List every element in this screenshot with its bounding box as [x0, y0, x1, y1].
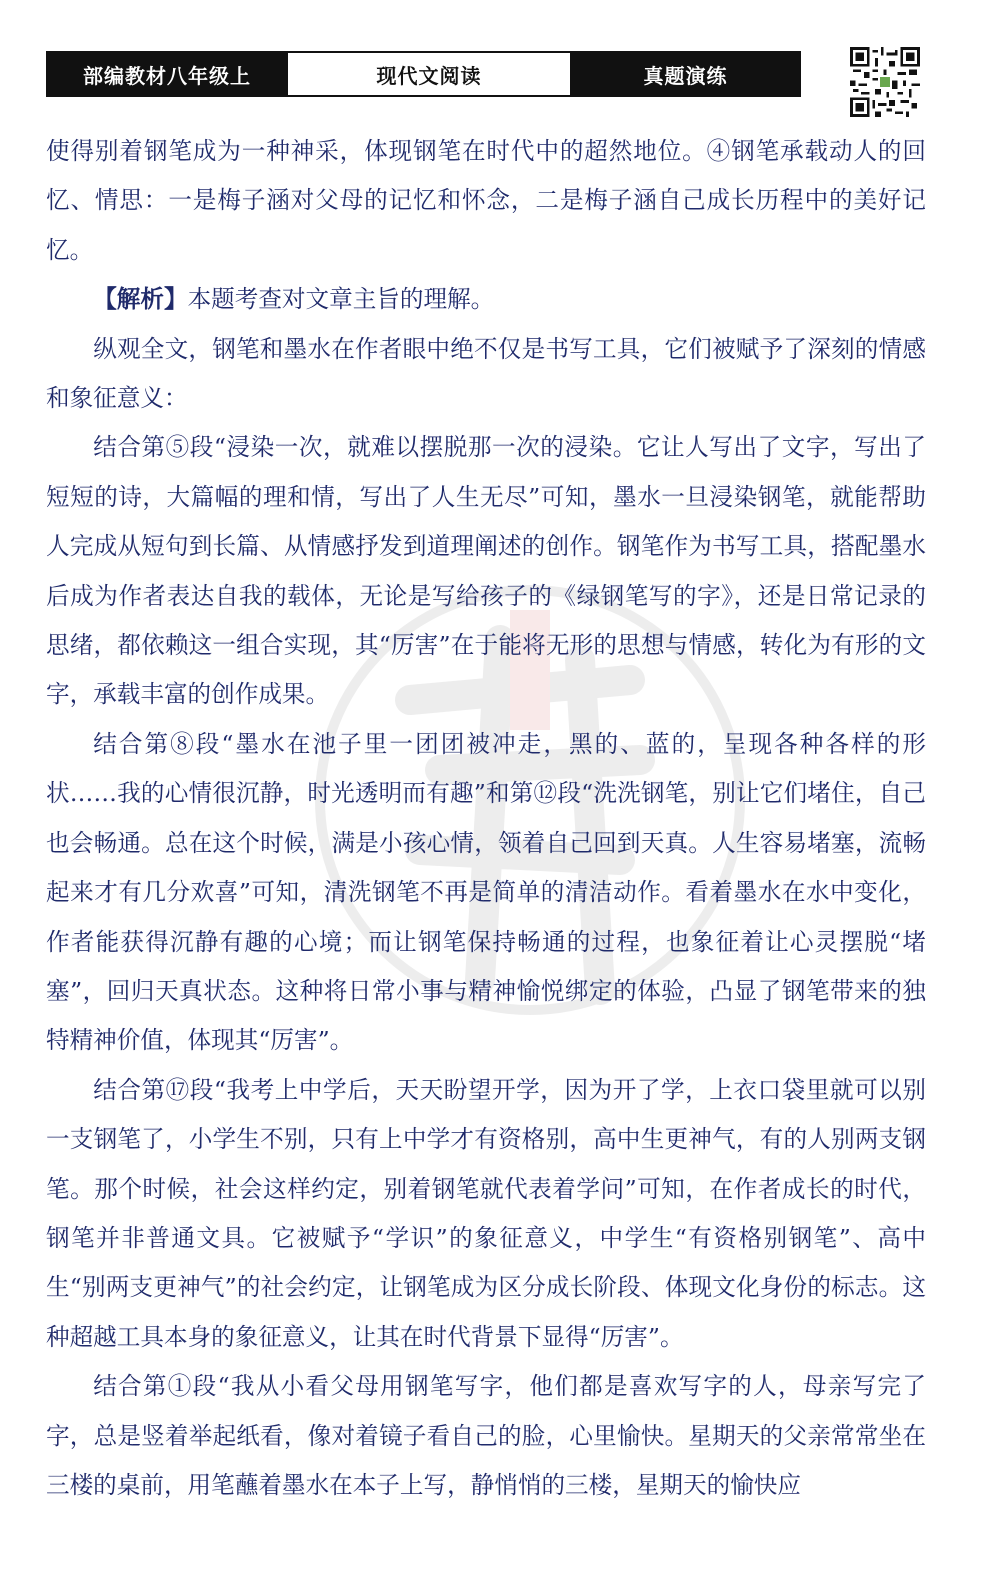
analysis-tag: 【解析】: [93, 285, 188, 314]
header-textbook-label: 部编教材八年级上: [48, 53, 286, 95]
qr-code-icon: [850, 47, 920, 117]
paragraph-text: 使得别着钢笔成为一种神采，体现钢笔在时代中的超然地位。④钢笔承载动人的回忆、情思：一是梅子涵对父母的记忆和怀念，二是梅子涵自己成长历程中的美好记忆。: [46, 137, 926, 264]
header-practice-label: 真题演练: [572, 53, 799, 95]
paragraph: [46, 423, 926, 719]
paragraph-text: 结合第⑤段“浸染一次，就难以摆脱那一次的浸染。它让人写出了文字，写出了短短的诗，大篇幅的理和情，写出了人生无尽”可知，墨水一旦浸染钢笔，就能帮助人完成从短句到长篇、从情感抒发到道理阐述的创作。钢笔作为书写工具，搭配墨水后成为作者表达自我的载体，无论是写给孩子的《绿钢笔写的字》，还是日常记录的思绪，都依赖这一组合实现，其“厉害”在于能将无形的思想与情感，转化为有形的文字，承载丰富的创作成果。: [46, 433, 926, 709]
paragraph: [46, 1362, 926, 1510]
paragraph-text: 结合第⑧段“墨水在池子里一团团被冲走，黑的、蓝的，呈现各种各样的形状……我的心情很沉静，时光透明而有趣”和第⑫段“洗洗钢笔，别让它们堵住，自己也会畅通。总在这个时候，满是小孩心情，领着自己回到天真。人生容易堵塞，流畅起来才有几分欢喜”可知，清洗钢笔不再是简单的清洁动作。看着墨水在水中变化，作者能获得沉静有趣的心境；而让钢笔保持畅通的过程，也象征着让心灵摆脱“堵塞”，回归天真状态。这种将日常小事与精神愉悦绑定的体验，凸显了钢笔带来的独特精神价值，体现其“厉害”。: [46, 729, 926, 1055]
paragraph-text: 结合第①段“我从小看父母用钢笔写字，他们都是喜欢写字的人，母亲写完了字，总是竖着举起纸看，像对着镜子看自己的脸，心里愉快。星期天的父亲常常坐在三楼的桌前，用笔蘸着墨水在本子上写，静悄悄的三楼，星期天的愉快应: [46, 1372, 926, 1499]
article-body: [46, 127, 926, 1510]
paragraph: [46, 1066, 926, 1362]
paragraph-text: 结合第⑰段“我考上中学后，天天盼望开学，因为开了学，上衣口袋里就可以别一支钢笔了，小学生不别，只有上中学才有资格别，高中生更神气，有的人别两支钢笔。那个时候，社会这样约定，别着钢笔就代表着学问”可知，在作者成长的时代，钢笔并非普通文具。它被赋予“学识”的象征意义，中学生“有资格别钢笔”、高中生“别两支更神气”的社会约定，让钢笔成为区分成长阶段、体现文化身份的标志。这种超越工具本身的象征意义，让其在时代背景下显得“厉害”。: [46, 1075, 926, 1351]
paragraph: [46, 127, 926, 275]
paragraph: [46, 325, 926, 424]
header-section-label: 现代文阅读: [286, 53, 572, 95]
paragraph: [46, 275, 926, 324]
paragraph-text: 纵观全文，钢笔和墨水在作者眼中绝不仅是书写工具，它们被赋予了深刻的情感和象征意义：: [46, 334, 926, 413]
header-bar: [46, 51, 801, 97]
paragraph-text: 本题考查对文章主旨的理解。: [187, 285, 495, 314]
paragraph: [46, 720, 926, 1066]
